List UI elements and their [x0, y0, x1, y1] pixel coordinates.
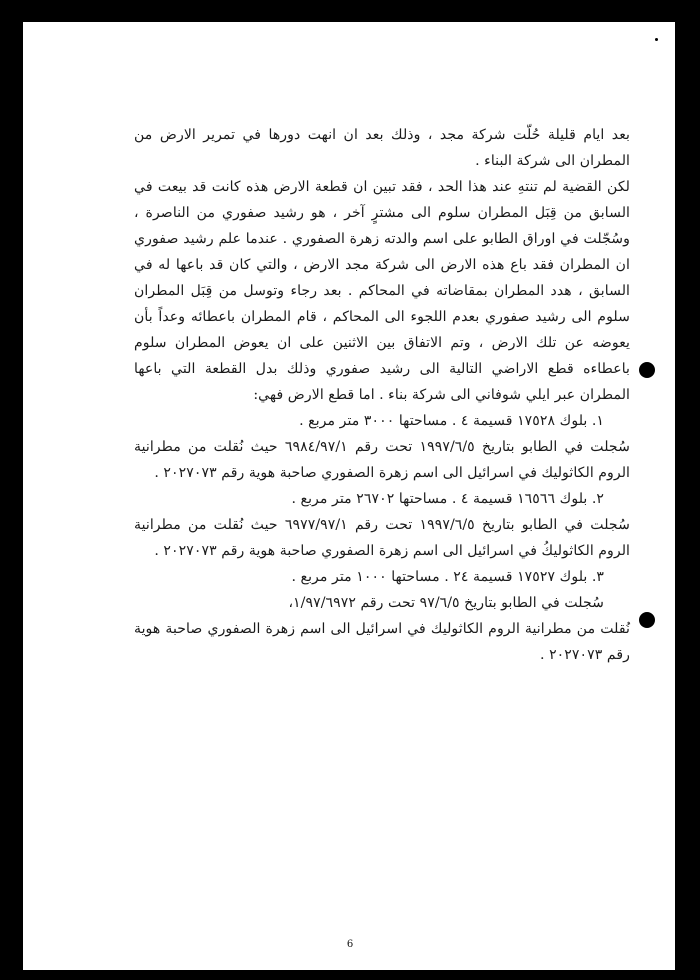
list-item-2-detail: سُجلت في الطابو بتاريخ ١٩٩٧/٦/٥ تحت رقم ٦٩٧٧/٩٧/١ حيث نُقلت من مطرانية الروم الكاثوليكُ في اسرائيل الى اسم زهرة الصفوري صاحبة هوية رقم ٢٠٢٧٠٧٣ . — [134, 517, 630, 559]
paragraph-intro: بعد ايام قليلة حُلّت شركة مجد ، وذلك بعد ان انهت دورها في تمرير الارض من المطران الى شركة البناء . — [134, 127, 630, 169]
list-item-3-detail: سُجلت في الطابو بتاريخ ٩٧/٦/٥ تحت رقم ١/٩٧/٦٩٧٢، — [288, 595, 604, 611]
list-item-3: ٣. بلوك ١٧٥٢٧ قسيمة ٢٤ . مساحتها ١٠٠٠ متر مربع . — [291, 569, 604, 585]
scan-speck — [655, 38, 658, 41]
list-item-1-detail: سُجلت في الطابو بتاريخ ١٩٩٧/٦/٥ تحت رقم ٦٩٨٤/٩٧/١ حيث نُقلت من مطرانية الروم الكاثوليك في اسرائيل الى اسم زهرة الصفوري صاحبة هوية رقم ٢٠٢٧٠٧٣ . — [134, 439, 630, 481]
page-number: 6 — [346, 939, 354, 950]
list-item-2: ٢. بلوك ١٦٥٦٦ قسيمة ٤ . مساحتها ٢٦٧٠٢ متر مربع . — [291, 491, 604, 507]
paragraph-case: لكن القضية لم تنتهِ عند هذا الحد ، فقد تبين ان قطعة الارض هذه كانت قد بيعت في السابق من قِبَل المطران سلوم الى مشترٍ آخر ، هو رشيد صفوري من الناصرة ، وسُجّلت في اوراق الطابو على اسم والدته زهرة الصفوري . عندما علم رشيد صفوري ان المطران فقد باع هذه الارض الى شركة مجد الارض ، والتي كان قد باعها له في السابق ، هدد المطران بمقاضاته في المحاكم . بعد رجاء وتوسل من قِبَل المطران سلوم الى رشيد صفوري بعدم اللجوء الى المحاكم ، قام المطران باعطائه وعداً بأن يعوضه عن تلك الارض ، وتم الاتفاق بين الاثنين على ان يعوض المطران سلوم باعطاءه قطع الاراضي التالية الى رشيد صفوري وذلك بدل القطعة التي باعها المطران عبر ايلي شوفاني الى شركة بناء . اما قطع الارض فهي: — [134, 179, 630, 403]
punch-hole-upper — [639, 362, 655, 378]
list-item-3-transfer: نُقلت من مطرانية الروم الكاثوليك في اسرائيل الى اسم زهرة الصفوري صاحبة هوية رقم ٢٠٢٧٠٧٣ . — [134, 621, 630, 663]
punch-hole-lower — [639, 612, 655, 628]
list-item-1: ١. بلوك ١٧٥٢٨ قسيمة ٤ . مساحتها ٣٠٠٠ متر مربع . — [299, 413, 604, 429]
document-body — [134, 122, 630, 668]
